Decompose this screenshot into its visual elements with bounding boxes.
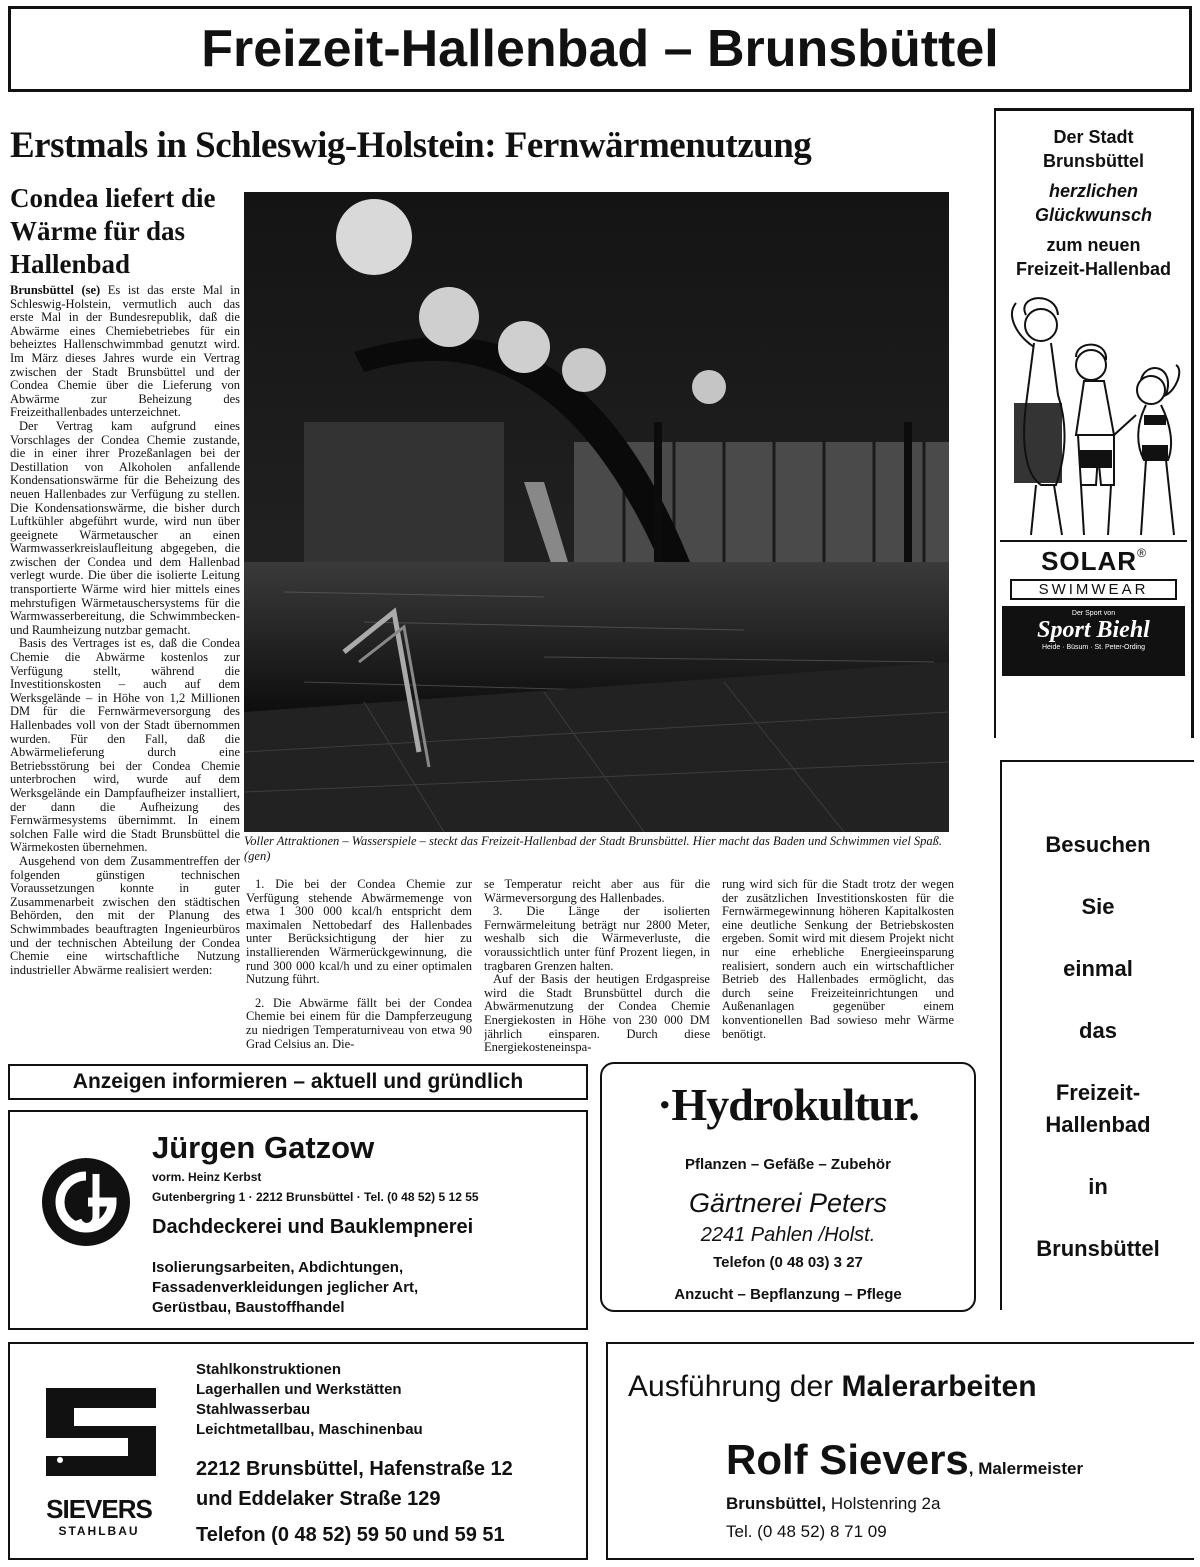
ad-line: Brunsbüttel	[1043, 151, 1144, 171]
ad-word: Besuchen	[1045, 832, 1151, 857]
ad-solar-swimwear	[994, 108, 1194, 738]
article-photo-indoor-pool	[244, 192, 949, 832]
maler-headline: Ausführung der Malerarbeiten	[628, 1370, 1037, 1403]
swimwear-models-illustration	[996, 285, 1191, 540]
ad-word: Brunsbüttel	[1036, 1236, 1160, 1261]
article-column-2	[246, 878, 472, 1056]
ad-line: Der Stadt	[1053, 127, 1134, 147]
ad-line: Glückwunsch	[1034, 205, 1153, 225]
gatzow-logo-icon	[38, 1154, 134, 1250]
sievers-phone: Telefon (0 48 52) 59 50 und 59 51	[196, 1524, 505, 1546]
solar-sublogo: SWIMWEAR	[1010, 579, 1177, 600]
hydro-phone: Telefon (0 48 03) 3 27	[713, 1254, 863, 1271]
article-subhead: Condea liefert die Wärme für das Hallenbad	[10, 183, 216, 279]
ad-sievers-stahlbau: SIEVERS STAHLBAU Stahlkonstruktionen Lagerhallen und Werkstätten Stahlwasserbau Leichtmetallbau, Maschinenbau 2212 Brunsbüttel, Hafenstraße 12 und Eddelaker Straße 129 Telefon (0 48 52) 59 50 und 59 51	[8, 1342, 588, 1560]
article-column-4	[722, 878, 954, 1056]
ad-word: Sie	[1081, 894, 1115, 919]
masthead-title: Freizeit-Hallenbad – Brunsbüttel	[201, 20, 999, 78]
photo-caption: Voller Attraktionen – Wasserspiele – steckt das Freizeit-Hallenbad der Stadt Brunsbüttel. Hier macht das Baden und Schwimmen viel Spaß. (gen)	[244, 834, 943, 863]
article-paragraph: 1. Die bei der Condea Chemie zur Verfügung stehende Abwärmemenge von etwa 1 300 000 kcal/h entspricht dem maximalen Nettobedarf des Hallenbades unter Berücksichtigung der hier zu installierenden Wärmerückgewinnung, die rund 300 000 kcal/h und zu einer optimalen Nutzung führt.	[246, 878, 472, 987]
article-headline: Erstmals in Schleswig-Holstein: Fernwärmenutzung	[10, 125, 812, 166]
gatzow-address: Gutenbergring 1 · 2212 Brunsbüttel · Tel. (0 48 52) 5 12 55	[152, 1190, 479, 1204]
ad-line: zum neuen	[1046, 235, 1141, 255]
gatzow-name: Jürgen Gatzow	[152, 1130, 375, 1165]
article-paragraph: rung wird sich für die Stadt trotz der wegen der zusätzlichen Investitionskosten für die Fernwärmegewinnung höheren Kapitalkosten eine deutliche Senkung der Betriebskosten ergeben. Somit wird mit diesem Projekt nicht nur eine erhebliche Energieeinsparung realisiert, sondern auch ein wirtschaftlicher Betrieb des Hallenbades ermöglicht, das durch seine Freizeiteinrichtungen und Außenanlagen gegenüber einem konventionellen Bad sowieso mehr Wärme benötigt.	[722, 878, 954, 1041]
maler-address: Brunsbüttel, Holstenring 2a	[726, 1494, 941, 1513]
solar-brand-block: SOLAR® SWIMWEAR	[1000, 540, 1187, 600]
masthead-banner	[8, 6, 1192, 92]
maler-phone: Tel. (0 48 52) 8 71 09	[726, 1522, 887, 1541]
article-column-1	[10, 284, 240, 1054]
solar-logo: SOLAR	[1041, 546, 1138, 576]
ad-word: Hallenbad	[1045, 1112, 1151, 1137]
ad-word: einmal	[1063, 956, 1133, 981]
article-paragraph: 3. Die Länge der isolierten Fernwärmeleitung beträgt nur 2800 Meter, weshalb sich die Wärmeverluste, die voraussichtlich unter fünf Prozent liegen, in tragbaren Grenzen halten.	[484, 904, 710, 973]
article-paragraph: Der Vertrag kam aufgrund eines Vorschlages der Condea Chemie zustande, die in einer ihrer Prozeßanlagen bei der Destillation von Alkoholen anfallende Kondensationswärme für die Beheizung des neuen Hallenbades zur Verfügung zu stellen. Die Kondensationswärme, die bisher durch Luftkühler abgeführt wurde, wird nun über geeignete Wärmetauscher an einen Warmwasserkreislaufleitung abgegeben, die zwischen der Condea und dem Hallenbad verlegt wurde. Die über die isolierte Leitung transportierte Wärme wird hier mittels eines mehrstufigen Wärmetauschersystems für die Warmwasserbereitung, die Schwimmbecken- und Raumheizung nutzbar gemacht.	[10, 418, 240, 637]
sievers-services: Stahlkonstruktionen Lagerhallen und Werkstätten Stahlwasserbau Leichtmetallbau, Maschinenbau	[196, 1361, 423, 1438]
article-paragraph: Basis des Vertrages ist es, daß die Condea Chemie die Abwärme kostenlos zur Verfügung stellt, während die Investitionskosten – auch auf dem Werksgelände – in Höhe von 1,2 Millionen DM für die Fernwärmeversorgung des Hallenbades voll von der Stadt übernommen wurden. Für den Fall, daß die Abwärmelieferung durch eine Betriebsstörung bei der Condea Chemie unterbrochen wird, wurde auf dem Werksgelände ein Dampfaufheizer installiert, der dann die Aufheizung des Fernwärmesystems übernimmt. In einem solchen Falle wird die Stadt Brunsbüttel die Wärmekosten übernehmen.	[10, 636, 240, 855]
ad-word: in	[1088, 1174, 1108, 1199]
maler-name-block: Rolf Sievers, Malermeister	[726, 1436, 1084, 1483]
ad-word: das	[1079, 1018, 1117, 1043]
article-dateline: Brunsbüttel (se)	[10, 284, 101, 297]
article-paragraph: Ausgehend von dem Zusammentreffen der folgenden günstigen technischen Voraussetzungen konnte in guter Zusammenarbeit zwischen den städtischen Behörden, den mit der Planung des Schwimmbades beauftragten Ingenieurbüros und der technischen Abteilung der Condea Chemie eine wirtschaftliche Nutzung industrieller Abwärme realisiert werden:	[10, 853, 240, 977]
ad-anzeigen-banner: Anzeigen informieren – aktuell und gründlich	[8, 1064, 588, 1100]
article-paragraph: Auf der Basis der heutigen Erdgaspreise wird die Stadt Brunsbüttel durch die Abwärmenutzung der Condea Chemie Energiekosten in Höhe von 230 000 DM jährlich einsparen. Durch diese Energiekosteneinspa-	[484, 972, 710, 1055]
sievers-logo-name: SIEVERS	[46, 1494, 152, 1524]
sievers-logo-icon	[26, 1382, 176, 1482]
article-paragraph: Brunsbüttel (se) Es ist das erste Mal in Schleswig-Holstein, vermutlich auch das erste Mal in der Bundesrepublik, daß die Abwärme eines Chemiebetriebes für ein beheiztes Hallenschwimmbad genutzt wird. Im März dieses Jahres wurde ein Vertrag zwischen der Stadt Brunsbüttel und der Condea Chemie über die Lieferung von Abwärme zur Beheizung des Freizeithallenbades unterzeichnet.	[10, 284, 240, 420]
ad-line: herzlichen	[1048, 181, 1139, 201]
article-paragraph: se Temperatur reicht aber aus für die Wärmeversorgung des Hallenbades.	[484, 878, 710, 905]
sport-biehl-logo: Sport Biehl	[1037, 617, 1150, 643]
ad-line: Freizeit-Hallenbad	[1015, 259, 1172, 279]
ad-word: Freizeit-	[1055, 1080, 1141, 1105]
ad-hydrokultur: ·Hydrokultur. Pflanzen – Gefäße – Zubehör Gärtnerei Peters 2241 Pahlen /Holst. Telefon (0 48 03) 3 27 Anzucht – Bepflanzung – Pflege	[600, 1062, 976, 1312]
maler-name: Rolf Sievers	[726, 1436, 969, 1483]
indoor-pool-illustration	[244, 192, 949, 832]
gatzow-services: Isolierungsarbeiten, Abdichtungen, Fassadenverkleidungen jeglicher Art, Gerüstbau, Baustoffhandel	[152, 1259, 419, 1316]
sport-biehl-block: Der Sport von Sport Biehl Heide · Büsum · St. Peter-Ording	[1002, 606, 1185, 676]
ad-juergen-gatzow: Jürgen Gatzow vorm. Heinz Kerbst Gutenbergring 1 · 2212 Brunsbüttel · Tel. (0 48 52) 5 12 55 Dachdeckerei und Bauklempnerei Isolierungsarbeiten, Abdichtungen, Fassadenverkleidungen jeglicher Art, Gerüstbau, Baustoffhandel	[8, 1110, 588, 1330]
hydrokultur-title: ·Hydrokultur.	[657, 1079, 919, 1130]
article-paragraph: 2. Die Abwärme fällt bei der Condea Chemie bei einem für die Dampferzeugung zu niedrigen Temperaturniveau von etwa 90 Grad Celsius an. Die-	[246, 995, 472, 1051]
ad-rolf-sievers-maler	[606, 1342, 1194, 1560]
ad-besuchen-hallenbad	[1000, 760, 1194, 1310]
sievers-address: 2212 Brunsbüttel, Hafenstraße 12 und Eddelaker Straße 129	[196, 1458, 513, 1510]
hydro-company: Gärtnerei Peters	[688, 1188, 888, 1218]
article-column-3	[484, 878, 710, 1056]
gatzow-trade: Dachdeckerei und Bauklempnerei	[152, 1216, 474, 1238]
